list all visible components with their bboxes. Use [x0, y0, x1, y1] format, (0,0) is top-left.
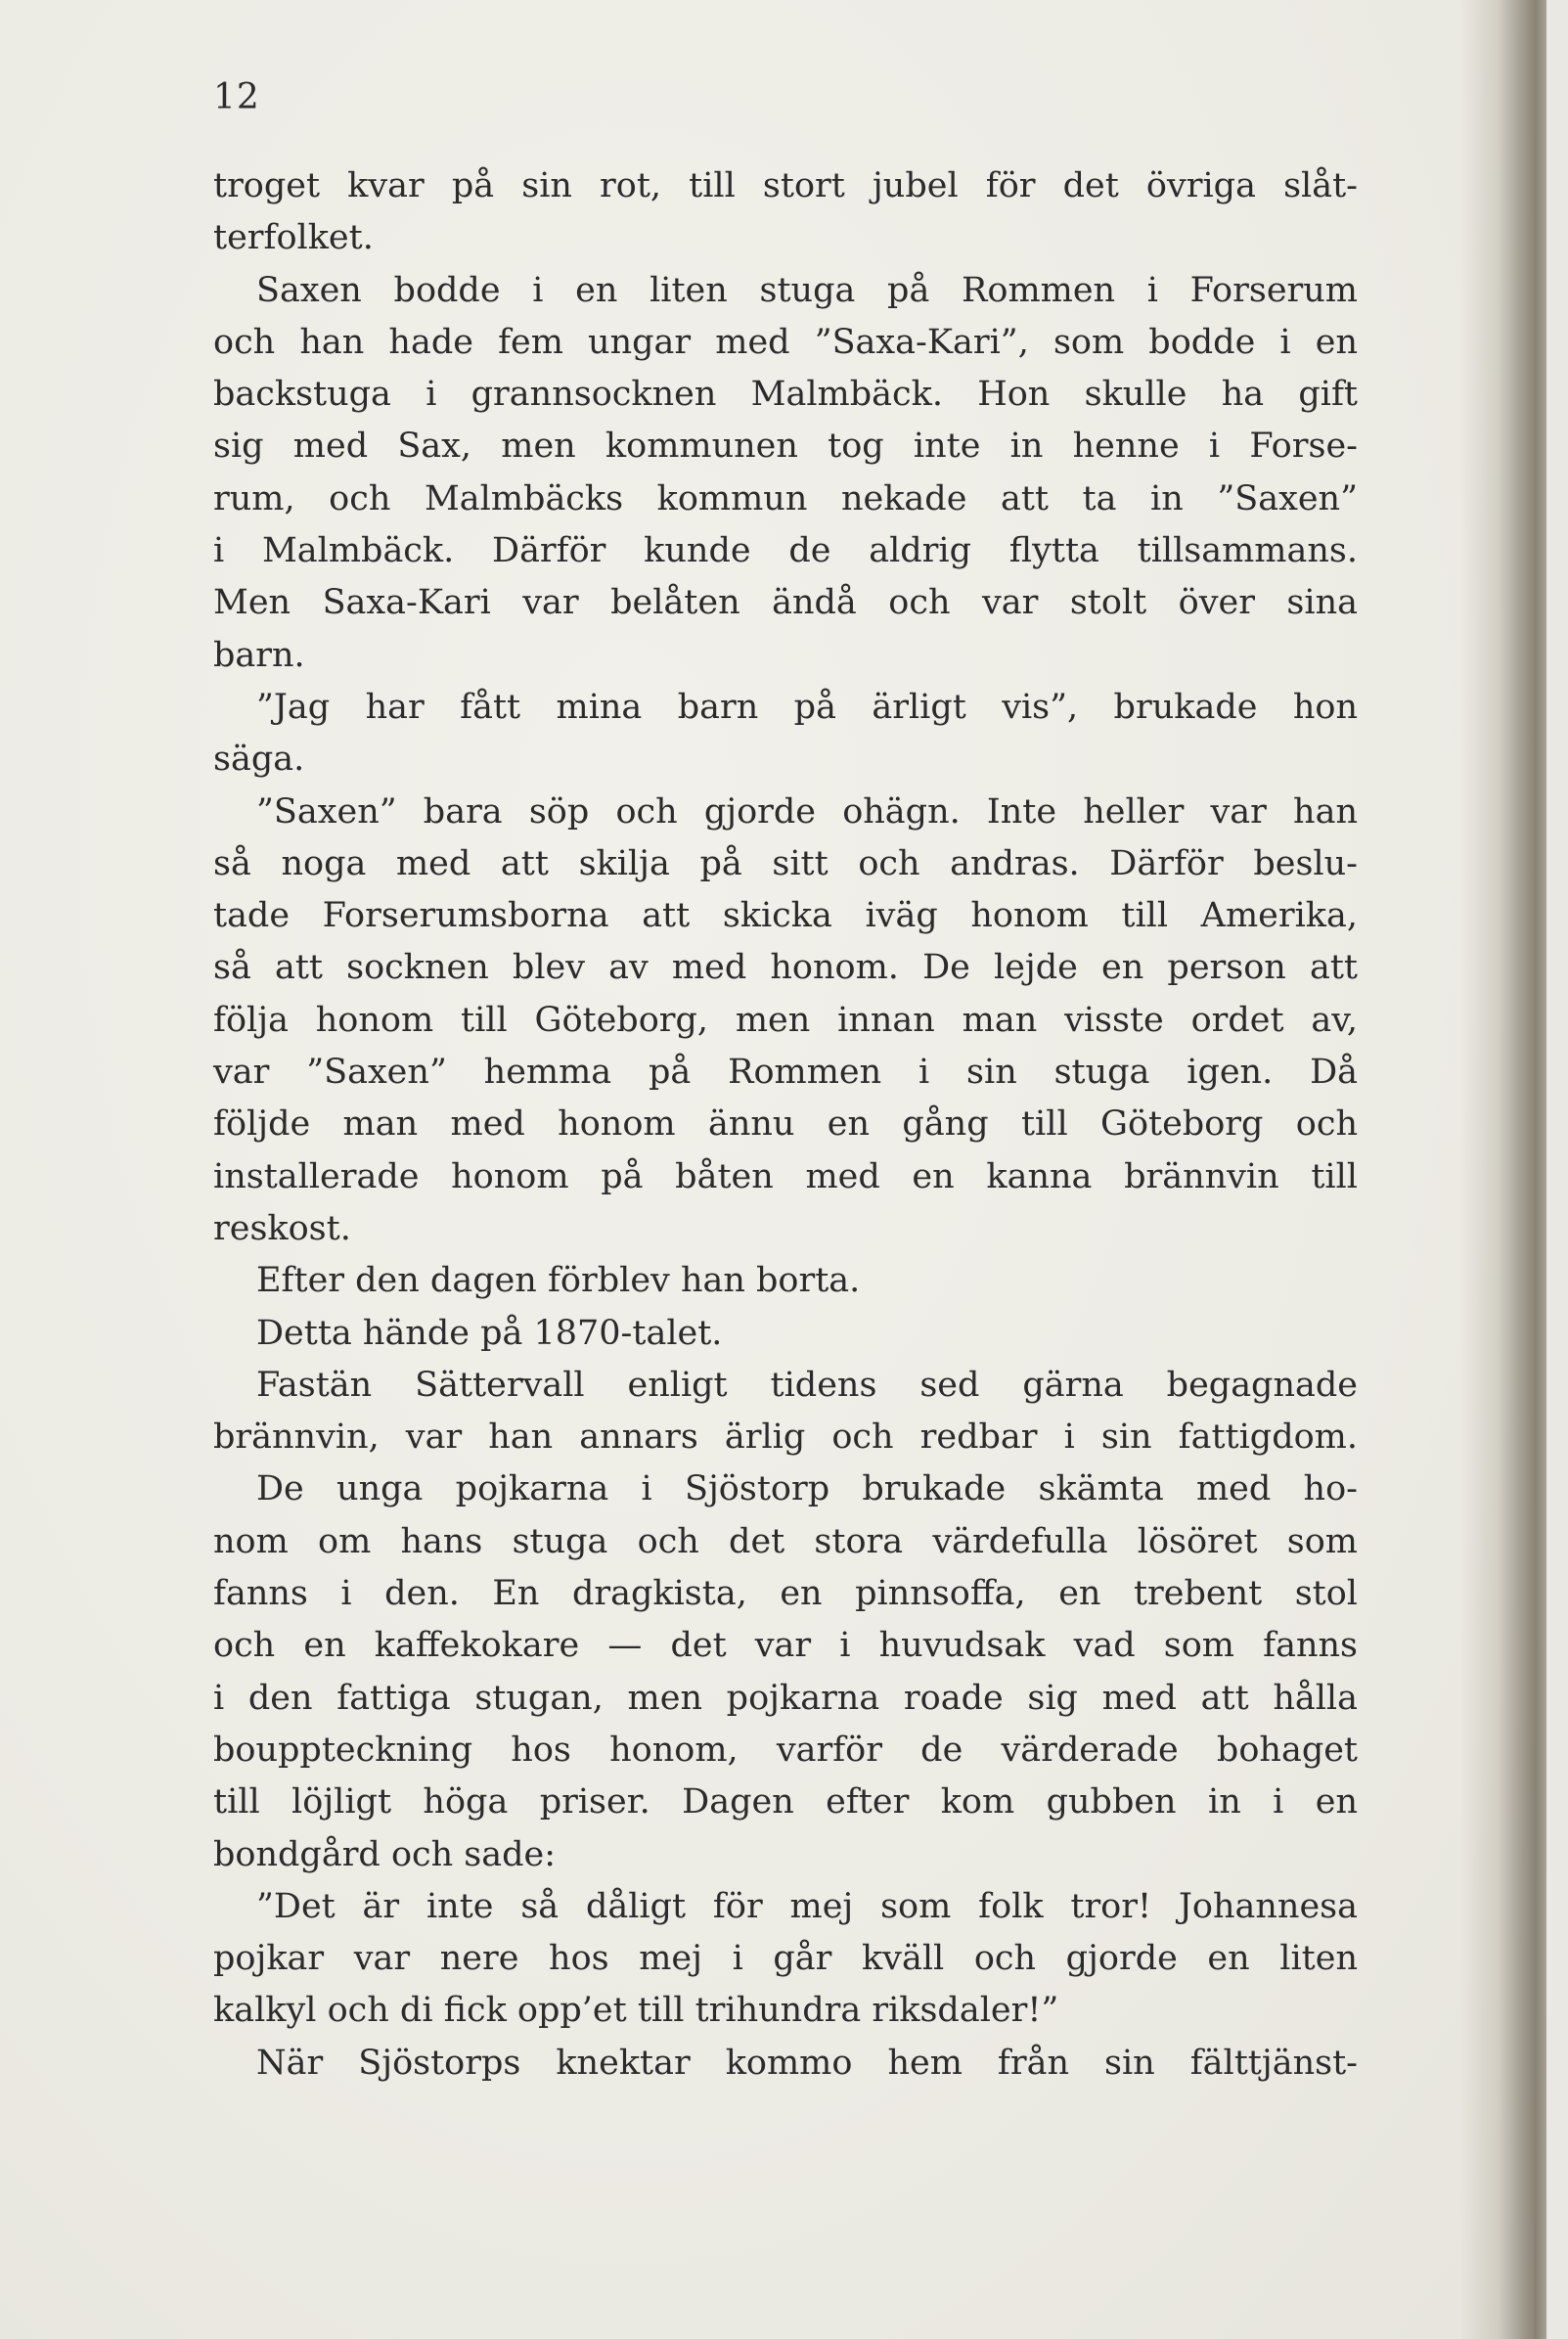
page-edge: [1546, 0, 1568, 2339]
text-line: i Malmbäck. Därför kunde de aldrig flytta tillsammans.: [213, 531, 1358, 571]
text-line: backstuga i grannsocknen Malmbäck. Hon skulle ha gift: [213, 375, 1358, 415]
text-line: kalkyl och di fick opp’et till trihundra riksdaler!”: [213, 1991, 1059, 2031]
text-line: Men Saxa-Kari var belåten ändå och var stolt över sina: [213, 583, 1358, 623]
text-line: var ”Saxen” hemma på Rommen i sin stuga igen. Då: [213, 1053, 1358, 1093]
text-line: installerade honom på båten med en kanna brännvin till: [213, 1156, 1358, 1196]
text-line: pojkar var nere hos mej i går kväll och gjorde en liten: [213, 1939, 1358, 1979]
text-line: bondgård och sade:: [213, 1834, 557, 1874]
text-line: bouppteckning hos honom, varför de värderade bohaget: [213, 1730, 1358, 1770]
text-line: följde man med honom ännu en gång till Göteborg och: [213, 1104, 1358, 1145]
text-line: De unga pojkarna i Sjöstorp brukade skämta med ho-: [256, 1469, 1358, 1509]
text-line: tade Forserumsborna att skicka iväg honom till Amerika,: [213, 896, 1358, 936]
text-line: terfolket.: [213, 218, 374, 258]
text-line: ”Det är inte så dåligt för mej som folk tror! Johannesa: [256, 1886, 1358, 1926]
text-line: sig med Sax, men kommunen tog inte in henne i Forse-: [213, 427, 1358, 467]
text-line: troget kvar på sin rot, till stort jubel för det övriga slåt-: [213, 166, 1358, 205]
text-line: ”Jag har fått mina barn på ärligt vis”, brukade hon: [256, 687, 1358, 727]
text-line: och han hade fem ungar med ”Saxa-Kari”, som bodde i en: [213, 322, 1358, 362]
text-line: När Sjöstorps knektar kommo hem från sin fälttjänst-: [256, 2043, 1358, 2083]
text-line: Detta hände på 1870-talet.: [256, 1313, 723, 1353]
text-line: ”Saxen” bara söp och gjorde ohägn. Inte heller var han: [256, 791, 1358, 832]
text-line: till löjligt höga priser. Dagen efter kom gubben in i en: [213, 1782, 1358, 1822]
text-line: Efter den dagen förblev han borta.: [256, 1261, 861, 1301]
body-text: [213, 160, 1358, 2090]
text-line: säga.: [213, 740, 305, 780]
text-line: fanns i den. En dragkista, en pinnsoffa, en trebent stol: [213, 1574, 1358, 1614]
text-line: så noga med att skilja på sitt och andras. Därför beslu-: [213, 843, 1358, 883]
text-line: reskost.: [213, 1208, 351, 1248]
text-line: barn.: [213, 635, 305, 675]
text-line: följa honom till Göteborg, men innan man visste ordet av,: [213, 1000, 1358, 1040]
text-line: i den fattiga stugan, men pojkarna roade sig med att hålla: [213, 1678, 1358, 1718]
text-line: Saxen bodde i en liten stuga på Rommen i Forserum: [256, 270, 1358, 310]
text-line: rum, och Malmbäcks kommun nekade att ta in ”Saxen”: [213, 478, 1358, 518]
text-line: och en kaffekokare — det var i huvudsak vad som fanns: [213, 1626, 1358, 1666]
text-line: så att socknen blev av med honom. De lejde en person att: [213, 948, 1358, 988]
text-line: brännvin, var han annars ärlig och redbar i sin fattigdom.: [213, 1417, 1358, 1458]
page-number: 12: [213, 77, 260, 117]
text-line: Fastän Sättervall enligt tidens sed gärna begagnade: [256, 1365, 1358, 1405]
text-line: nom om hans stuga och det stora värdefulla lösöret som: [213, 1521, 1358, 1561]
